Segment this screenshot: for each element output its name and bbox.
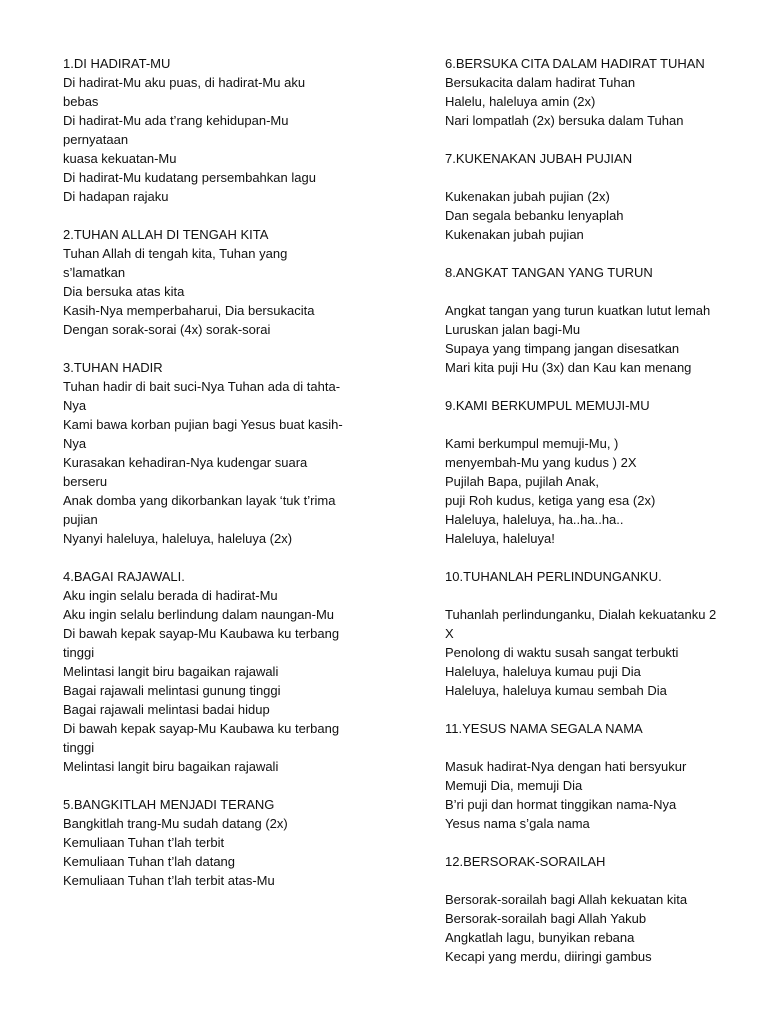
song-title: 9.KAMI BERKUMPUL MEMUJI-MU [445, 398, 650, 413]
lyric-line: Masuk hadirat-Nya dengan hati bersyukur [445, 759, 687, 774]
lyric-line: pujian [63, 512, 98, 527]
lyric-line: s’lamatkan [63, 265, 126, 280]
lyric-line: Bagai rajawali melintasi gunung tinggi [63, 683, 281, 698]
lyric-line: tinggi [63, 740, 95, 755]
lyric-line: Di hadirat-Mu aku puas, di hadirat-Mu aku [63, 75, 306, 90]
lyric-line: X [445, 626, 454, 641]
lyric-line: Tuhanlah perlindunganku, Dialah kekuatanku 2 [445, 607, 717, 622]
lyric-line: Pujilah Bapa, pujilah Anak, [445, 474, 599, 489]
song-title: 5.BANGKITLAH MENJADI TERANG [63, 797, 275, 812]
lyric-line: Angkat tangan yang turun kuatkan lutut lemah [445, 303, 711, 318]
song-block [445, 719, 745, 833]
lyric-line: Di bawah kepak sayap-Mu Kaubawa ku terbang [63, 626, 340, 641]
song-title: 10.TUHANLAH PERLINDUNGANKU. [445, 569, 662, 584]
lyric-line: Haleluya, haleluya! [445, 531, 555, 546]
lyric-line: Melintasi langit biru bagaikan rajawali [63, 759, 279, 774]
lyric-line: Nyanyi haleluya, haleluya, haleluya (2x) [63, 531, 293, 546]
lyric-line: Di hadapan rajaku [63, 189, 169, 204]
song-title: 8.ANGKAT TANGAN YANG TURUN [445, 265, 653, 280]
lyric-line: Luruskan jalan bagi-Mu [445, 322, 581, 337]
song-block [445, 852, 745, 966]
lyric-line: Kemuliaan Tuhan t’lah terbit [63, 835, 225, 850]
song-title: 4.BAGAI RAJAWALI. [63, 569, 185, 584]
lyric-line: Kukenakan jubah pujian (2x) [445, 189, 610, 204]
lyric-line: Aku ingin selalu berlindung dalam naungan-Mu [63, 607, 335, 622]
lyric-line: Anak domba yang dikorbankan layak ‘tuk t’rima [63, 493, 336, 508]
lyric-line: B’ri puji dan hormat tinggikan nama-Nya [445, 797, 677, 812]
right-column [445, 54, 745, 985]
song-block [63, 358, 363, 548]
lyric-line: Penolong di waktu susah sangat terbukti [445, 645, 679, 660]
lyric-line: Kemuliaan Tuhan t’lah terbit atas-Mu [63, 873, 275, 888]
lyric-line: Bagai rajawali melintasi badai hidup [63, 702, 270, 717]
lyric-line: Kemuliaan Tuhan t’lah datang [63, 854, 236, 869]
song-title: 1.DI HADIRAT-MU [63, 56, 171, 71]
lyric-line: Di hadirat-Mu ada t’rang kehidupan-Mu [63, 113, 289, 128]
lyric-line: tinggi [63, 645, 95, 660]
lyric-line: Kasih-Nya memperbaharui, Dia bersukacita [63, 303, 315, 318]
lyric-line: Tuhan Allah di tengah kita, Tuhan yang [63, 246, 288, 261]
lyric-line: Dengan sorak-sorai (4x) sorak-sorai [63, 322, 271, 337]
lyric-line: Bangkitlah trang-Mu sudah datang (2x) [63, 816, 288, 831]
song-title: 11.YESUS NAMA SEGALA NAMA [445, 721, 643, 736]
lyric-line: Kukenakan jubah pujian [445, 227, 584, 242]
lyric-line: menyembah-Mu yang kudus ) 2X [445, 455, 637, 470]
lyric-line: Melintasi langit biru bagaikan rajawali [63, 664, 279, 679]
lyric-line: puji Roh kudus, ketiga yang esa (2x) [445, 493, 656, 508]
song-block [63, 567, 363, 776]
lyric-line: Yesus nama s’gala nama [445, 816, 590, 831]
lyric-line: Mari kita puji Hu (3x) dan Kau kan menang [445, 360, 692, 375]
left-column [63, 54, 363, 909]
lyric-line: Kami berkumpul memuji-Mu, ) [445, 436, 619, 451]
song-block [63, 225, 363, 339]
song-title: 7.KUKENAKAN JUBAH PUJIAN [445, 151, 633, 166]
lyric-line: berseru [63, 474, 108, 489]
lyric-line: Supaya yang timpang jangan disesatkan [445, 341, 680, 356]
lyric-line: Angkatlah lagu, bunyikan rebana [445, 930, 635, 945]
lyric-line: Di bawah kepak sayap-Mu Kaubawa ku terbang [63, 721, 340, 736]
lyric-line: Kami bawa korban pujian bagi Yesus buat kasih- [63, 417, 343, 432]
lyric-line: Haleluya, haleluya kumau puji Dia [445, 664, 641, 679]
song-block [445, 149, 745, 244]
song-block [445, 396, 745, 548]
lyric-line: Dan segala bebanku lenyaplah [445, 208, 624, 223]
song-title: 2.TUHAN ALLAH DI TENGAH KITA [63, 227, 269, 242]
lyric-line: Bersorak-sorailah bagi Allah kekuatan kita [445, 892, 688, 907]
lyric-line: Bersorak-sorailah bagi Allah Yakub [445, 911, 647, 926]
lyric-line: Halelu, haleluya amin (2x) [445, 94, 596, 109]
lyric-line: Haleluya, haleluya kumau sembah Dia [445, 683, 667, 698]
lyric-line: bebas [63, 94, 99, 109]
song-block [445, 54, 745, 130]
lyric-line: Haleluya, haleluya, ha..ha..ha.. [445, 512, 624, 527]
song-title: 12.BERSORAK-SORAILAH [445, 854, 606, 869]
lyric-line: Nya [63, 436, 87, 451]
lyric-line: Nya [63, 398, 87, 413]
lyric-line: Memuji Dia, memuji Dia [445, 778, 583, 793]
lyric-line: pernyataan [63, 132, 129, 147]
song-title: 3.TUHAN HADIR [63, 360, 163, 375]
song-title: 6.BERSUKA CITA DALAM HADIRAT TUHAN [445, 56, 705, 71]
lyric-line: Kurasakan kehadiran-Nya kudengar suara [63, 455, 308, 470]
lyric-line: Tuhan hadir di bait suci-Nya Tuhan ada di tahta- [63, 379, 341, 394]
lyric-line: Nari lompatlah (2x) bersuka dalam Tuhan [445, 113, 684, 128]
lyric-line: kuasa kekuatan-Mu [63, 151, 177, 166]
lyric-line: Aku ingin selalu berada di hadirat-Mu [63, 588, 278, 603]
song-block [63, 54, 363, 206]
song-block [445, 567, 745, 700]
lyric-line: Bersukacita dalam hadirat Tuhan [445, 75, 636, 90]
lyric-line: Kecapi yang merdu, diiringi gambus [445, 949, 652, 964]
lyric-line: Di hadirat-Mu kudatang persembahkan lagu [63, 170, 316, 185]
song-block [445, 263, 745, 377]
lyric-line: Dia bersuka atas kita [63, 284, 185, 299]
song-block [63, 795, 363, 890]
